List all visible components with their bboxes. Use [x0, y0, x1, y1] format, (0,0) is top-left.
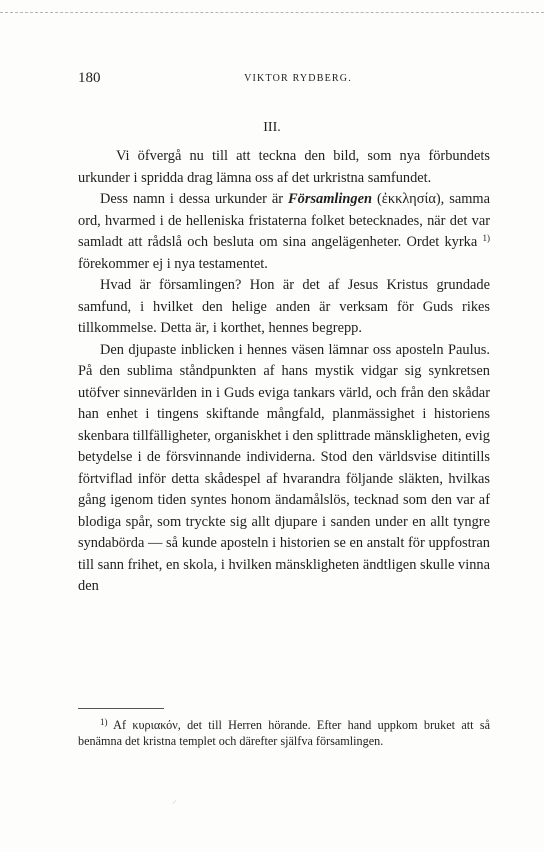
- paragraph-4: Den djupaste inblicken i hennes väsen lämnar oss aposteln Paulus. På den sublima ståndpunkten af hans mystik vidgar sig synkretsen utöfver sinnevärlden in i Guds eviga tankars värld, och från den skådar han enhet i tingens skiftande mångfald, planmässighet i historiens skenbara tillfälligheter, organiskhet i den splittrade mänskligheten, evig betydelse i de försvinnande individerna. Stod den världsvise ditintills förtviflad inför detta skådespel af hvarandra följande släkten, hvilkas gång igenom tiden syntes honom ändamålslös, tecknad som den var af blodiga spår, som tryckte sig allt djupare i sanden under en allt tyngre syndabörda — så kunde aposteln i historien se en anstalt för uppfostran till sann frihet, en skola, i hvilken mänskligheten ändtligen skulle vinna den: [78, 341, 490, 594]
- footnote: [78, 718, 490, 749]
- stray-mark: ⸝: [172, 795, 177, 806]
- scan-edge-line: [0, 12, 544, 13]
- running-head: [78, 70, 484, 90]
- paragraph-2-text-b: (ἐκκλησία), samma ord, hvarmed i de helleniska fristaterna folket betecknades, när det var samladt att rådslå och besluta om sina angelägenheter. Ordet kyrka: [78, 191, 490, 250]
- paragraph-2: [78, 189, 490, 275]
- paragraph-1: Vi öfvergå nu till att teckna den bild, som nya förbundets urkunder i spridda drag lämna oss af det urkristna samfundet.: [78, 148, 490, 186]
- running-title: VIKTOR RYDBERG.: [244, 73, 352, 84]
- footnote-text: Af κυριακόν, det till Herren hörande. Efter hand uppkom bruket att så benämna det kristna templet och därefter själfva församlingen.: [78, 718, 490, 748]
- page-number: 180: [78, 70, 101, 86]
- footnote-marker: 1): [100, 717, 108, 727]
- body-text: [78, 146, 490, 598]
- footnote-reference: 1): [482, 233, 490, 243]
- paragraph-2-text-c: förekommer ej i nya testamentet.: [78, 255, 268, 272]
- paragraph-2-text-a: Dess namn i dessa urkunder är: [100, 191, 289, 207]
- section-heading: III.: [263, 120, 281, 135]
- paragraph-3: Hvad är församlingen? Hon är det af Jesus Kristus grundade samfund, i hvilket den helige anden är verksam för Guds rikes tillkommelse. Detta är, i korthet, hennes begrepp.: [78, 277, 490, 336]
- emphasis-forsamlingen: Församlingen: [288, 191, 373, 207]
- footnote-rule: [78, 708, 164, 709]
